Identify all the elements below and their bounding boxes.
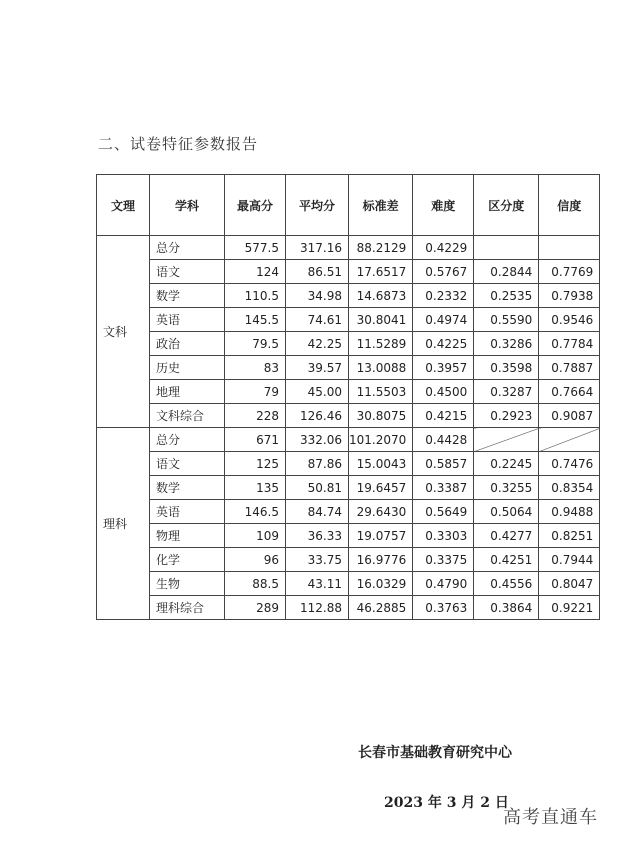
section-heading: 二、试卷特征参数报告 [98,135,259,153]
table-row [97,452,600,476]
cell-max-score: 228 [225,404,286,428]
cell-discrimination: 0.5064 [474,500,539,524]
cell-subject: 物理 [150,524,225,548]
cell-reliability: 0.9488 [539,500,600,524]
cell-std-dev: 30.8075 [349,404,413,428]
cell-std-dev: 16.0329 [349,572,413,596]
table-row [97,404,600,428]
cell-discrimination: 0.3287 [474,380,539,404]
table-row [97,356,600,380]
table-row [97,572,600,596]
cell-average: 87.86 [286,452,349,476]
table-row [97,524,600,548]
cell-discrimination: 0.2923 [474,404,539,428]
cell-subject: 化学 [150,548,225,572]
cell-average: 42.25 [286,332,349,356]
header-std-dev: 标准差 [349,175,413,236]
cell-difficulty: 0.4428 [413,428,474,452]
cell-average: 112.88 [286,596,349,620]
cell-subject: 语文 [150,260,225,284]
cell-difficulty: 0.5649 [413,500,474,524]
cell-max-score: 145.5 [225,308,286,332]
cell-reliability: 0.7784 [539,332,600,356]
cell-max-score: 146.5 [225,500,286,524]
header-average: 平均分 [286,175,349,236]
cell-std-dev: 19.0757 [349,524,413,548]
cell-average: 332.06 [286,428,349,452]
cell-std-dev: 15.0043 [349,452,413,476]
cell-reliability: 0.8251 [539,524,600,548]
cell-average: 84.74 [286,500,349,524]
cell-difficulty: 0.4790 [413,572,474,596]
organization-name: 长春市基础教育研究中心 [358,745,512,761]
cell-max-score: 124 [225,260,286,284]
cell-average: 34.98 [286,284,349,308]
cell-subject: 政治 [150,332,225,356]
cell-subject: 生物 [150,572,225,596]
cell-max-score: 79 [225,380,286,404]
header-subject: 学科 [150,175,225,236]
cell-discrimination: 0.3286 [474,332,539,356]
cell-reliability: 0.7664 [539,380,600,404]
cell-average: 45.00 [286,380,349,404]
table-body [97,236,600,620]
cell-subject: 英语 [150,308,225,332]
cell-subject: 英语 [150,500,225,524]
cell-max-score: 79.5 [225,332,286,356]
watermark-text: 高考直通车 [503,807,598,828]
cell-std-dev: 30.8041 [349,308,413,332]
cell-max-score: 96 [225,548,286,572]
cell-difficulty: 0.5767 [413,260,474,284]
cell-reliability: 0.7938 [539,284,600,308]
cell-std-dev: 101.2070 [349,428,413,452]
table-row [97,308,600,332]
cell-discrimination: 0.4556 [474,572,539,596]
cell-average: 86.51 [286,260,349,284]
cell-max-score: 110.5 [225,284,286,308]
cell-subject: 数学 [150,284,225,308]
cell-max-score: 83 [225,356,286,380]
cell-discrimination: 0.3864 [474,596,539,620]
cell-average: 43.11 [286,572,349,596]
cell-difficulty: 0.4974 [413,308,474,332]
cell-reliability: 0.7769 [539,260,600,284]
cell-discrimination: 0.3598 [474,356,539,380]
cell-discrimination: 0.5590 [474,308,539,332]
table-row [97,332,600,356]
cell-std-dev: 29.6430 [349,500,413,524]
cell-discrimination: 0.3255 [474,476,539,500]
cell-discrimination: 0.2844 [474,260,539,284]
cell-std-dev: 13.0088 [349,356,413,380]
cell-max-score: 125 [225,452,286,476]
table-row [97,500,600,524]
cell-average: 126.46 [286,404,349,428]
cell-subject: 语文 [150,452,225,476]
cell-reliability: 0.7887 [539,356,600,380]
cell-subject: 总分 [150,236,225,260]
cell-std-dev: 16.9776 [349,548,413,572]
cell-difficulty: 0.3763 [413,596,474,620]
table-row [97,260,600,284]
header-difficulty: 难度 [413,175,474,236]
cell-max-score: 109 [225,524,286,548]
cell-subject: 理科综合 [150,596,225,620]
cell-difficulty: 0.3375 [413,548,474,572]
table-row [97,236,600,260]
cell-difficulty: 0.5857 [413,452,474,476]
header-track: 文理 [97,175,150,236]
cell-difficulty: 0.4215 [413,404,474,428]
exam-parameter-table [96,174,600,620]
cell-reliability: 0.7476 [539,452,600,476]
table-header-row [97,175,600,236]
cell-reliability: 0.7944 [539,548,600,572]
cell-std-dev: 19.6457 [349,476,413,500]
cell-subject: 数学 [150,476,225,500]
cell-std-dev: 11.5503 [349,380,413,404]
cell-reliability: 0.9546 [539,308,600,332]
table-row [97,284,600,308]
cell-discrimination: 0.2535 [474,284,539,308]
cell-reliability: 0.8047 [539,572,600,596]
cell-std-dev: 88.2129 [349,236,413,260]
cell-difficulty: 0.2332 [413,284,474,308]
cell-discrimination: 0.4277 [474,524,539,548]
cell-average: 74.61 [286,308,349,332]
cell-difficulty: 0.3387 [413,476,474,500]
cell-subject: 历史 [150,356,225,380]
cell-std-dev: 46.2885 [349,596,413,620]
cell-std-dev: 11.5289 [349,332,413,356]
cell-average: 33.75 [286,548,349,572]
header-max-score: 最高分 [225,175,286,236]
cell-discrimination: 0.2245 [474,452,539,476]
cell-reliability [539,236,600,260]
cell-difficulty: 0.4225 [413,332,474,356]
report-date: 2023 年 3 月 2 日 [384,795,509,811]
cell-average: 39.57 [286,356,349,380]
header-discrimination: 区分度 [474,175,539,236]
cell-std-dev: 17.6517 [349,260,413,284]
cell-subject: 总分 [150,428,225,452]
cell-average: 50.81 [286,476,349,500]
cell-average: 317.16 [286,236,349,260]
cell-reliability: 0.9221 [539,596,600,620]
table-row [97,596,600,620]
cell-subject: 文科综合 [150,404,225,428]
cell-discrimination: 0.4251 [474,548,539,572]
cell-max-score: 671 [225,428,286,452]
cell-discrimination [474,236,539,260]
group-label: 理科 [97,428,150,620]
cell-subject: 地理 [150,380,225,404]
cell-max-score: 88.5 [225,572,286,596]
cell-average: 36.33 [286,524,349,548]
cell-std-dev: 14.6873 [349,284,413,308]
cell-max-score: 577.5 [225,236,286,260]
cell-reliability: 0.9087 [539,404,600,428]
cell-discrimination [474,428,539,452]
table-row [97,548,600,572]
cell-max-score: 135 [225,476,286,500]
cell-difficulty: 0.4229 [413,236,474,260]
cell-difficulty: 0.4500 [413,380,474,404]
cell-difficulty: 0.3303 [413,524,474,548]
group-label: 文科 [97,236,150,428]
cell-max-score: 289 [225,596,286,620]
table-row [97,428,600,452]
cell-reliability: 0.8354 [539,476,600,500]
cell-reliability [539,428,600,452]
cell-difficulty: 0.3957 [413,356,474,380]
header-reliability: 信度 [539,175,600,236]
table-row [97,380,600,404]
table-row [97,476,600,500]
